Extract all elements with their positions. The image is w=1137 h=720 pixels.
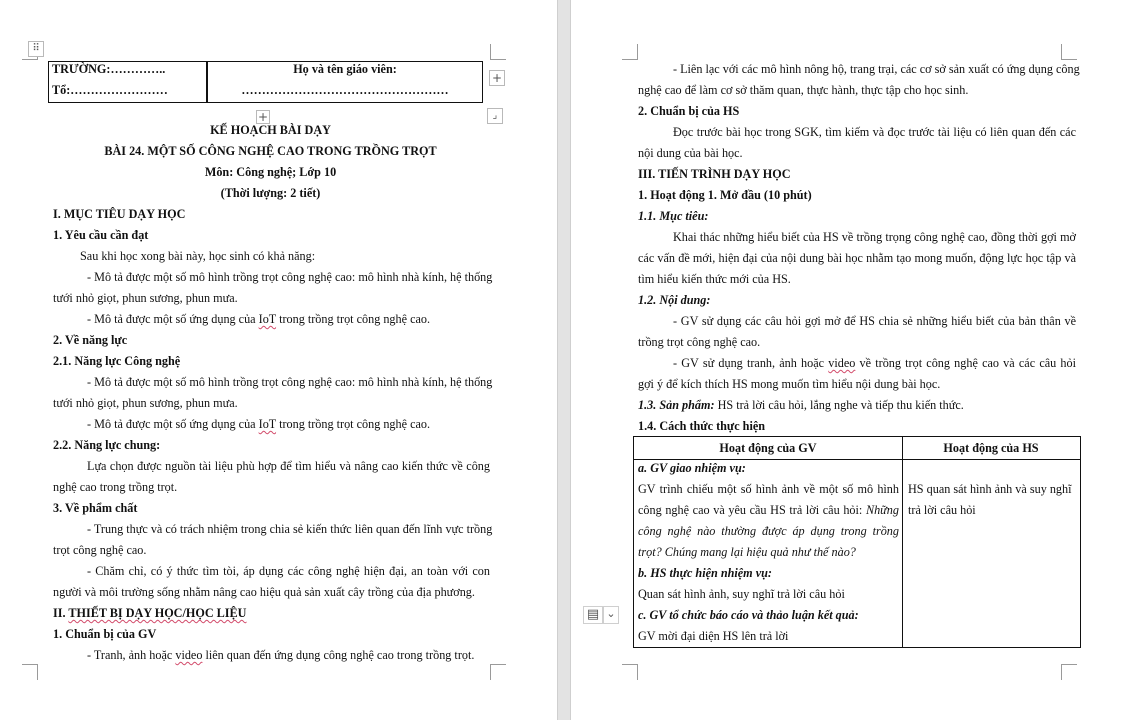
crop-mark — [22, 664, 38, 680]
paragraph-line: gợi ý để kích thích HS mong muốn tìm hiểu nội dung bài học. — [638, 377, 941, 391]
text-run: liên quan đến ứng dụng công nghệ cao trong trồng trọt. — [202, 648, 475, 662]
subsection-heading: 2.1. Năng lực Công nghệ — [53, 354, 181, 368]
table-cell-text: công nghệ nào thường được áp dụng trong trồng — [638, 524, 899, 538]
text-run: công nghệ cao và yêu cầu HS trả lời câu hỏi: — [638, 503, 866, 517]
paragraph-line: Sau khi học xong bài này, học sinh có khả năng: — [80, 249, 316, 263]
text-run: - Tranh, ảnh hoặc — [87, 648, 176, 662]
duration-line: (Thời lượng: 2 tiết) — [220, 186, 321, 200]
paragraph-line: tìm hiểu kiến thức mới của HS. — [638, 272, 791, 286]
text-run: Những — [865, 503, 899, 517]
table-cell-text: c. GV tổ chức báo cáo và thảo luận kết quả: — [638, 608, 859, 622]
table-cell-text: trả lời câu hỏi — [908, 503, 976, 517]
paragraph-line: nội dung của bài học. — [638, 146, 743, 160]
table-cell-text: b. HS thực hiện nhiệm vụ: — [638, 566, 772, 580]
subsection-heading: 1.4. Cách thức thực hiện — [638, 419, 766, 433]
paragraph-line: trồng trọt công nghệ cao. — [638, 335, 761, 349]
table-resize-icon[interactable]: ⌟ — [487, 108, 503, 124]
table-cell-text: trọt? Chúng mang lại hiệu quả như thế nào? — [638, 545, 856, 559]
table-cell-text: HS quan sát hình ảnh và suy nghĩ — [908, 482, 1072, 496]
paragraph-line — [87, 416, 430, 432]
layout-options-icon[interactable]: ▤ — [583, 606, 603, 624]
text-run: trong trồng trọt công nghệ cao. — [276, 312, 431, 326]
spelling-flag[interactable]: IoT — [258, 417, 277, 431]
subject-line: Môn: Công nghệ; Lớp 10 — [204, 165, 337, 179]
paragraph-line: các vấn đề mới, hiện đại của nội dung bài học nhằm tạo mong muốn, động lực học tập và — [638, 251, 1076, 265]
section-heading: III. TIẾN TRÌNH DẠY HỌC — [638, 167, 791, 181]
subsection-heading: 1.1. Mục tiêu: — [638, 209, 709, 223]
paragraph-line: - Chăm chỉ, có ý thức tìm tòi, áp dụng các công nghệ hiện đại, an toàn với con — [87, 564, 490, 578]
table-divider — [902, 437, 903, 647]
crop-mark — [1061, 44, 1077, 60]
table-header-gv: Hoạt động của GV — [719, 441, 817, 455]
paragraph-line: - Liên lạc với các mô hình nông hộ, trang trại, các cơ sở sản xuất có ứng dụng công — [673, 62, 1080, 76]
spelling-flag[interactable]: IoT — [258, 312, 277, 326]
subsection-heading: 1. Chuẩn bị của GV — [53, 627, 157, 641]
text-run: HS trả lời câu hỏi, lắng nghe và tiếp thu kiến thức. — [714, 398, 964, 412]
paragraph-line: - Mô tả được một số mô hình trồng trọt công nghệ cao: mô hình nhà kính, hệ thống — [87, 375, 493, 389]
crop-mark — [490, 664, 506, 680]
paragraph-line: trọt công nghệ cao. — [53, 543, 147, 557]
text-run: - GV sử dụng tranh, ảnh hoặc — [673, 356, 829, 370]
table-cell-text: a. GV giao nhiệm vụ: — [638, 461, 746, 475]
subsection-heading: 1. Yêu cầu cần đạt — [53, 228, 149, 242]
subsection-heading: 3. Về phẩm chất — [53, 501, 138, 515]
crop-mark — [622, 664, 638, 680]
text-run: - Mô tả được một số ứng dụng của — [87, 312, 259, 326]
paragraph-line — [87, 311, 430, 327]
paragraph-line: tưới nhỏ giọt, phun sương, phun mưa. — [53, 291, 238, 305]
school-field: TRƯỜNG:………….. — [52, 62, 166, 76]
table-cell-text: GV trình chiếu một số hình ảnh về một số mô hình — [638, 482, 899, 496]
paragraph-line: Đọc trước bài học trong SGK, tìm kiếm và đọc trước tài liệu có liên quan đến các — [673, 125, 1076, 139]
text-run: trong trồng trọt công nghệ cao. — [276, 417, 431, 431]
crop-mark — [622, 44, 638, 60]
page-gutter — [557, 0, 571, 720]
paragraph-line: nghệ cao trong trồng trọt. — [53, 480, 178, 494]
lesson-title: BÀI 24. MỘT SỐ CÔNG NGHỆ CAO TRONG TRỒNG TRỌT — [104, 144, 437, 158]
add-row-icon[interactable]: + — [257, 110, 269, 124]
section-heading: I. MỤC TIÊU DẠY HỌC — [53, 207, 186, 221]
spelling-flag[interactable]: THIẾT BỊ DẠY HỌC/HỌC LIỆU — [68, 606, 247, 620]
lesson-plan-title: KẾ HOẠCH BÀI DẠY — [210, 123, 331, 137]
paragraph-line: Lựa chọn được nguồn tài liệu phù hợp để tìm hiểu và nâng cao kiến thức về công — [87, 459, 490, 473]
table-header-hs: Hoạt động của HS — [943, 441, 1039, 455]
paragraph-line: - GV sử dụng các câu hỏi gợi mở để HS chia sẻ những hiểu biết của bản thân về — [673, 314, 1076, 328]
subsection-heading: 2. Về năng lực — [53, 333, 128, 347]
spelling-flag[interactable]: video — [175, 648, 203, 662]
paragraph-line: người và môi trường sống nhằm nâng cao hiệu quả sản xuất cây trồng của địa phương. — [53, 585, 475, 599]
paragraph-line: nghệ cao để làm cơ sở thăm quan, thực hành, thực tập cho học sinh. — [638, 83, 969, 97]
text-run: về trồng trọt công nghệ cao và các câu hỏi — [855, 356, 1077, 370]
paragraph-line — [673, 355, 1076, 371]
group-field: Tổ:…………………… — [52, 83, 168, 97]
subsection-heading: 1. Hoạt động 1. Mở đầu (10 phút) — [638, 188, 812, 202]
table-cell-text: Quan sát hình ảnh, suy nghĩ trả lời câu hỏi — [638, 587, 845, 601]
paragraph-line — [87, 647, 474, 663]
crop-mark — [490, 44, 506, 60]
paragraph-line: - Mô tả được một số mô hình trồng trọt công nghệ cao: mô hình nhà kính, hệ thống — [87, 270, 493, 284]
spelling-flag[interactable]: video — [828, 356, 856, 370]
section-heading — [53, 605, 246, 621]
chevron-down-icon[interactable]: ⌄ — [603, 606, 619, 624]
paragraph-line: - Trung thực và có trách nhiệm trong chia sẻ kiến thức liên quan đến lĩnh vực trồng — [87, 522, 493, 536]
subsection-heading: 2.2. Năng lực chung: — [53, 438, 161, 452]
paragraph-line — [638, 397, 964, 413]
subsection-heading: 2. Chuẩn bị của HS — [638, 104, 740, 118]
subsection-heading: 1.2. Nội dung: — [638, 293, 711, 307]
paragraph-line: Khai thác những hiểu biết của HS về trồng trọng công nghệ cao, đồng thời gợi mở — [673, 230, 1076, 244]
table-cell-text: GV mời đại diện HS lên trả lời — [638, 629, 789, 643]
text-run: II. — [53, 606, 69, 620]
add-column-icon[interactable]: + — [489, 70, 505, 86]
text-run: - Mô tả được một số ứng dụng của — [87, 417, 259, 431]
table-cell-text — [638, 502, 899, 518]
teacher-name-dots: …………………………………………… — [241, 83, 449, 97]
text-run: 1.3. Sản phẩm: — [638, 398, 715, 412]
table-move-handle-icon[interactable]: ⠿ — [28, 41, 44, 57]
paragraph-line: tưới nhỏ giọt, phun sương, phun mưa. — [53, 396, 238, 410]
teacher-name-label: Họ và tên giáo viên: — [293, 62, 397, 76]
crop-mark — [1061, 664, 1077, 680]
